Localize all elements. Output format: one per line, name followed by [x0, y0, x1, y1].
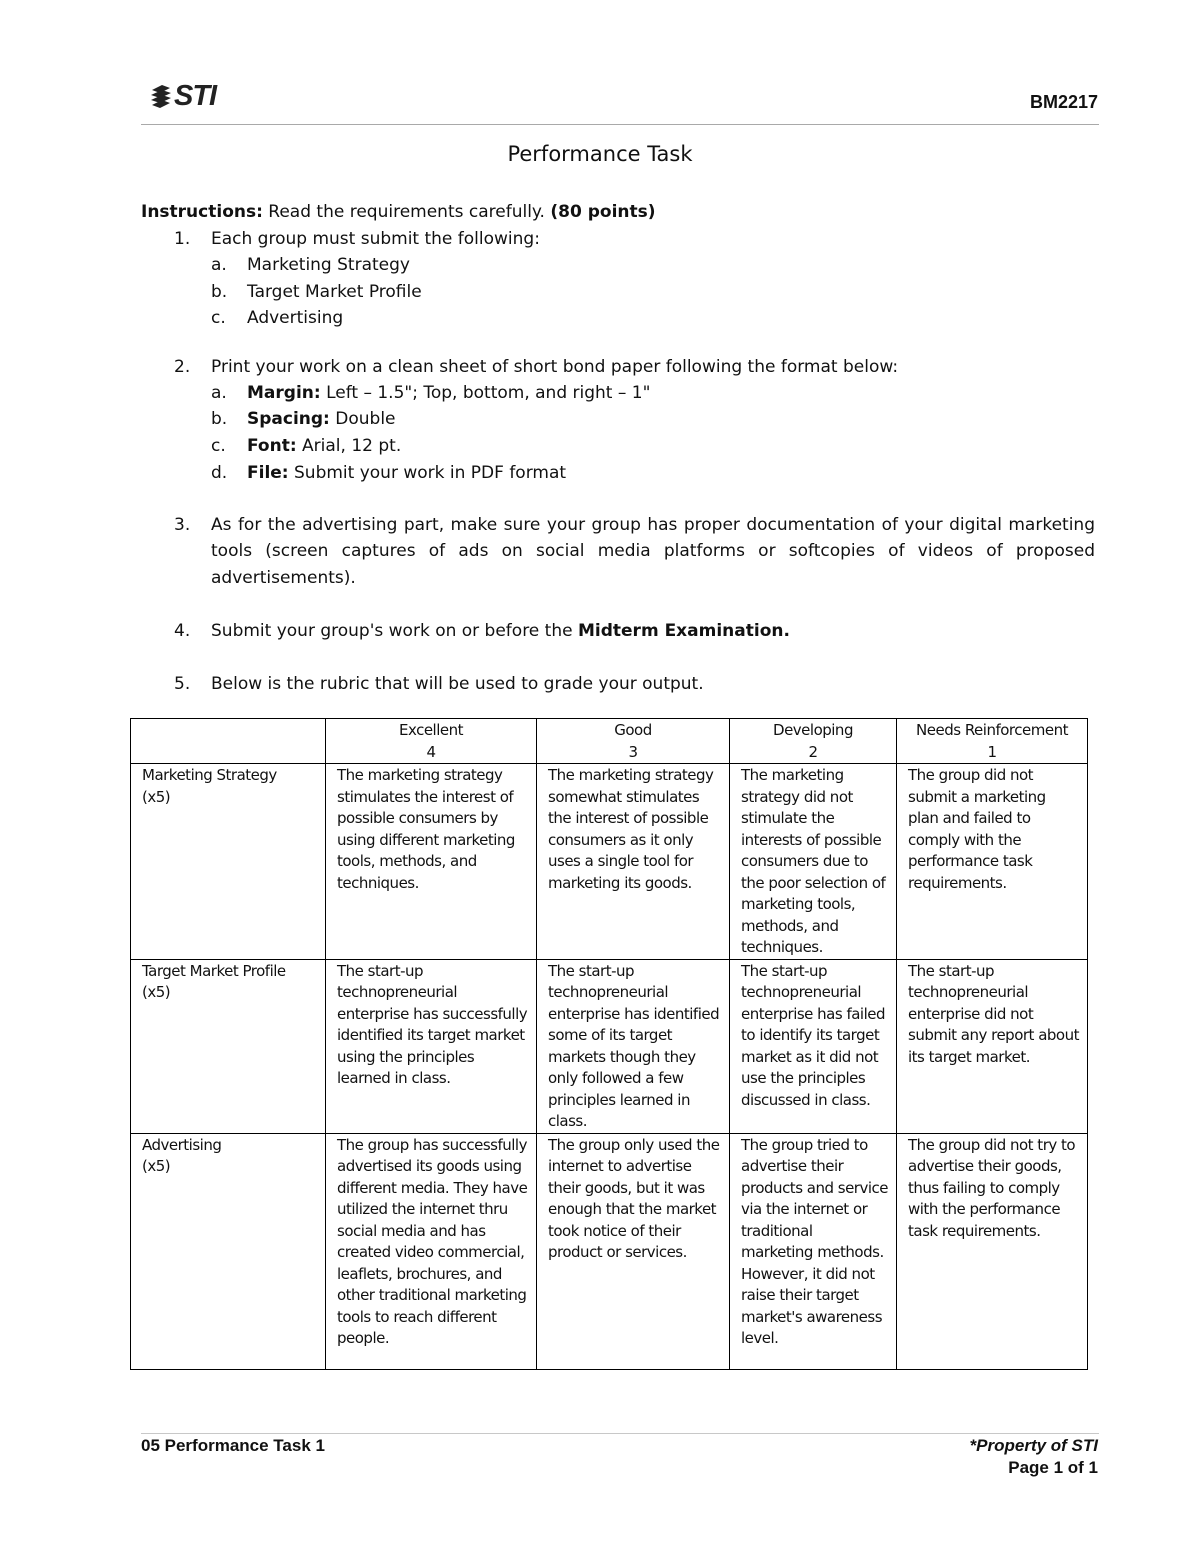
subitem-value: Arial, 12 pt. — [296, 436, 402, 456]
level-header — [730, 719, 897, 764]
subitem-letter: c. — [211, 308, 226, 328]
subitem-text — [247, 409, 396, 429]
subitem-letter: a. — [211, 255, 227, 275]
subitem-letter: c. — [211, 436, 226, 456]
instructions-label: Instructions: — [141, 202, 263, 222]
rubric-cell: The start-up technopreneurial enterprise has failed to identify its target market as it did not use the principles discussed in class. — [730, 959, 897, 1133]
subitem-label: Margin: — [247, 383, 321, 403]
footer-property: *Property of STI — [969, 1436, 1098, 1455]
subitem-letter: a. — [211, 383, 227, 403]
rubric-cell: The marketing strategy did not stimulate the interests of possible consumers due to the poor selection of marketing tools, methods, and techniques. — [730, 764, 897, 960]
rubric-cell: The group did not try to advertise their goods, thus failing to comply with the performance task requirements. — [897, 1133, 1088, 1369]
item-text: As for the advertising part, make sure your group has proper documentation of your digital marketing tools (screen captures of ads on social media platforms or softcopies of videos of proposed advertisements). — [211, 515, 1095, 588]
item-number: 5. — [174, 674, 191, 694]
item-text: Below is the rubric that will be used to grade your output. — [211, 674, 704, 694]
rubric-cell: The start-up technopreneurial enterprise has successfully identified its target market using the principles learned in class. — [326, 959, 537, 1133]
subitem-value: Double — [329, 409, 396, 429]
level-score: 2 — [808, 742, 818, 761]
criterion-name: Marketing Strategy — [142, 766, 277, 784]
criterion-cell — [131, 959, 326, 1133]
header-divider — [141, 124, 1099, 125]
logo-text: STI — [174, 80, 217, 112]
instructions-text: Read the requirements carefully. — [262, 202, 551, 222]
rubric-cell: The group has successfully advertised its goods using different media. They have utilized the internet thru social media and has created video commercial, leaflets, brochures, and other traditional marketing tools to reach different people. — [326, 1133, 537, 1369]
subitem-label: File: — [247, 463, 289, 483]
rubric-cell: The group only used the internet to advertise their goods, but it was enough that the market took notice of their product or services. — [537, 1133, 730, 1369]
item-number: 1. — [174, 229, 191, 249]
rubric-header-row — [131, 719, 1088, 764]
rubric-cell: The group did not submit a marketing plan and failed to comply with the performance task requirements. — [897, 764, 1088, 960]
footer-divider — [141, 1433, 1099, 1434]
level-name: Needs Reinforcement — [916, 721, 1068, 739]
rubric-cell: The start-up technopreneurial enterprise has identified some of its target markets though they only followed a few principles learned in class. — [537, 959, 730, 1133]
footer-doc-title: 05 Performance Task 1 — [141, 1436, 325, 1455]
level-name: Developing — [773, 721, 853, 739]
rubric-corner-cell — [131, 719, 326, 764]
subitem-text — [247, 383, 650, 403]
instructions — [141, 202, 656, 222]
item-number: 4. — [174, 621, 191, 641]
subitem-label: Font: — [247, 436, 297, 456]
rubric-row — [131, 764, 1088, 960]
criterion-weight: (x5) — [142, 983, 171, 1001]
course-code: BM2217 — [1029, 92, 1098, 112]
rubric-table — [130, 718, 1088, 1370]
item-number: 2. — [174, 357, 191, 377]
sti-globe-icon — [150, 82, 172, 112]
level-header — [897, 719, 1088, 764]
level-score: 1 — [987, 742, 997, 761]
footer-page-number: Page 1 of 1 — [1008, 1458, 1098, 1477]
criterion-cell — [131, 1133, 326, 1369]
rubric-row — [131, 959, 1088, 1133]
rubric-row — [131, 1133, 1088, 1369]
rubric-cell: The start-up technopreneurial enterprise did not submit any report about its target market. — [897, 959, 1088, 1133]
item-text-bold: Midterm Examination. — [577, 621, 790, 641]
subitem-label: Spacing: — [247, 409, 330, 429]
subitem-value: Submit your work in PDF format — [288, 463, 567, 483]
rubric-cell: The marketing strategy stimulates the interest of possible consumers by using different marketing tools, methods, and techniques. — [326, 764, 537, 960]
level-header — [537, 719, 730, 764]
subitem-text — [247, 463, 566, 483]
sti-logo — [150, 80, 216, 113]
level-header — [326, 719, 537, 764]
level-score: 4 — [426, 742, 436, 761]
level-name: Excellent — [398, 721, 464, 739]
item-text: Each group must submit the following: — [211, 229, 540, 249]
subitem-value: Left – 1.5"; Top, bottom, and right – 1" — [320, 383, 651, 403]
criterion-name: Advertising — [142, 1135, 222, 1154]
item-text: Print your work on a clean sheet of short bond paper following the format below: — [211, 357, 899, 377]
subitem-text: Target Market Profile — [247, 282, 422, 302]
criterion-name: Target Market Profile — [142, 961, 286, 980]
item-text — [211, 621, 790, 641]
subitem-letter: d. — [211, 463, 228, 483]
level-name: Good — [614, 721, 652, 739]
subitem-letter: b. — [211, 409, 228, 429]
item-number: 3. — [174, 515, 191, 535]
criterion-weight: (x5) — [142, 787, 171, 806]
level-score: 3 — [628, 742, 638, 761]
rubric-cell: The marketing strategy somewhat stimulates the interest of possible consumers as it only uses a single tool for marketing its goods. — [537, 764, 730, 960]
rubric-cell: The group tried to advertise their products and service via the internet or traditional marketing methods. However, it did not raise their target market's awareness level. — [730, 1133, 897, 1369]
page-title: Performance Task — [507, 142, 693, 166]
subitem-text — [247, 436, 401, 456]
subitem-text: Marketing Strategy — [247, 255, 410, 275]
subitem-letter: b. — [211, 282, 228, 302]
subitem-text: Advertising — [247, 308, 344, 328]
item-text-main: Submit your group's work on or before the — [211, 621, 578, 641]
instructions-points: (80 points) — [550, 202, 656, 222]
criterion-weight: (x5) — [142, 1157, 171, 1175]
criterion-cell — [131, 764, 326, 960]
